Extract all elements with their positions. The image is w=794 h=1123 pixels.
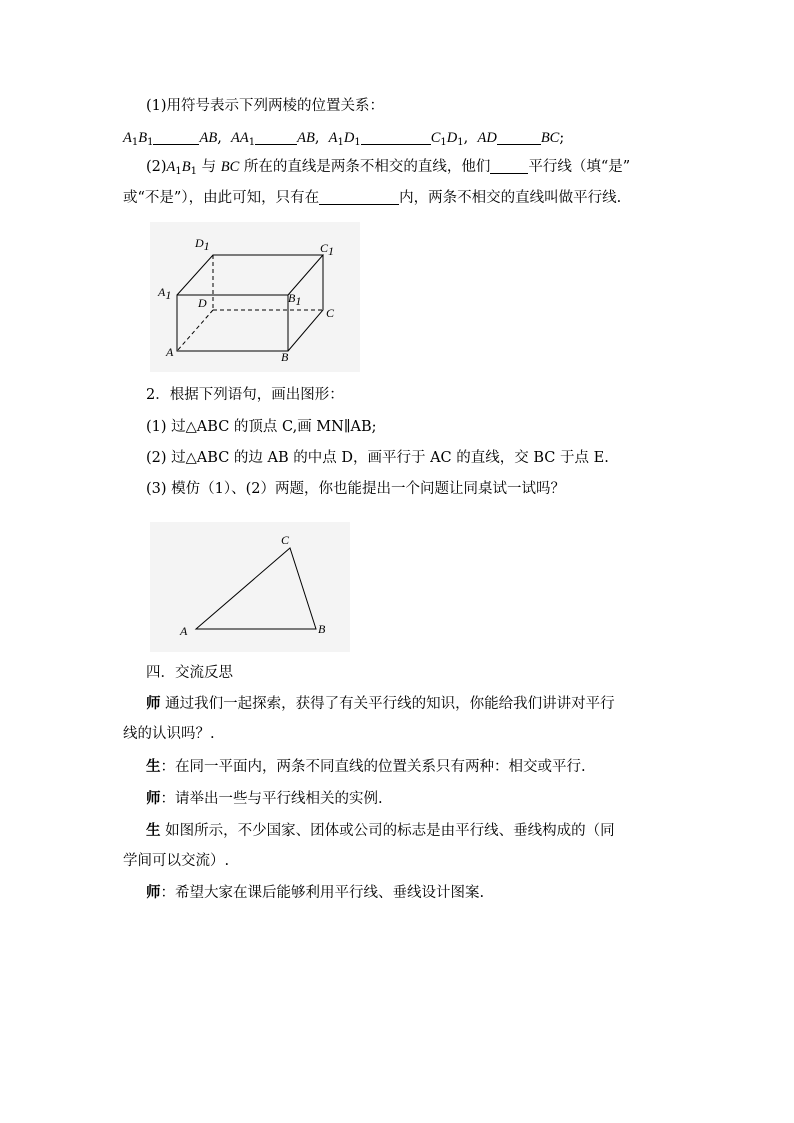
tri-label-B: B xyxy=(318,622,326,636)
sec4-p3: 师：请举出一些与平行线相关的实例. xyxy=(146,790,383,807)
blank-2[interactable] xyxy=(255,130,297,145)
cuboid-figure xyxy=(150,222,360,372)
blank-4[interactable] xyxy=(497,130,541,145)
label-B1: B1 xyxy=(288,291,302,308)
sec4-p5: 师：希望大家在课后能够利用平行线、垂线设计图案. xyxy=(146,884,485,901)
blank-5[interactable] xyxy=(490,159,528,174)
q2-line1: $(2)A_1B_1$ 与 BC 所在的直线是两条不相交的直线，他们 平行线（填“是” xyxy=(146,159,631,177)
q1-relations: $A_1B_1$ AB, $AA_1$ AB, $A_1D_1$ $C_1D_1$, AD BC; xyxy=(123,130,565,148)
blank-6[interactable] xyxy=(319,190,399,205)
label-A1: A1 xyxy=(158,285,172,302)
label-C: C xyxy=(326,306,335,320)
triangle-figure xyxy=(150,522,350,652)
label-D1: D1 xyxy=(195,236,210,253)
sec4-p4-cont: 学间可以交流）. xyxy=(123,853,230,869)
label-C1: C1 xyxy=(320,241,335,258)
sec4-p2: 生：在同一平面内，两条不同直线的位置关系只有两种：相交或平行. xyxy=(146,758,586,775)
sec2-item1: (1) 过△ABC 的顶点 C,画 MN∥AB; xyxy=(146,419,377,435)
blank-3[interactable] xyxy=(361,130,431,145)
sec4-title: 四．交流反思 xyxy=(146,665,233,681)
label-D: D xyxy=(198,296,207,310)
sec2-title: 2．根据下列语句，画出图形： xyxy=(146,387,344,403)
q2-line2: 或“不是”），由此可知，只有在 内，两条不相交的直线叫做平行线. xyxy=(123,190,622,206)
sec4-p4: 生 如图所示，不少国家、团体或公司的标志是由平行线、垂线构成的（同 xyxy=(146,822,615,839)
tri-label-A: A xyxy=(180,624,188,638)
label-A: A xyxy=(166,345,174,359)
blank-1[interactable] xyxy=(153,130,199,145)
label-B: B xyxy=(281,350,289,364)
sec4-p1-cont: 线的认识吗？. xyxy=(123,726,215,742)
q1-title: (1)用符号表示下列两棱的位置关系： xyxy=(146,98,385,114)
sec4-p1: 师 通过我们一起探索，获得了有关平行线的知识，你能给我们讲讲对平行 xyxy=(146,695,615,712)
sec2-item2: (2) 过△ABC 的边 AB 的中点 D，画平行于 AC 的直线，交 BC 于点 E. xyxy=(146,450,609,466)
tri-label-C: C xyxy=(281,533,290,547)
sec2-item3: (3) 模仿（1）、(2）两题，你也能提出一个问题让同桌试一试吗？ xyxy=(146,481,566,497)
